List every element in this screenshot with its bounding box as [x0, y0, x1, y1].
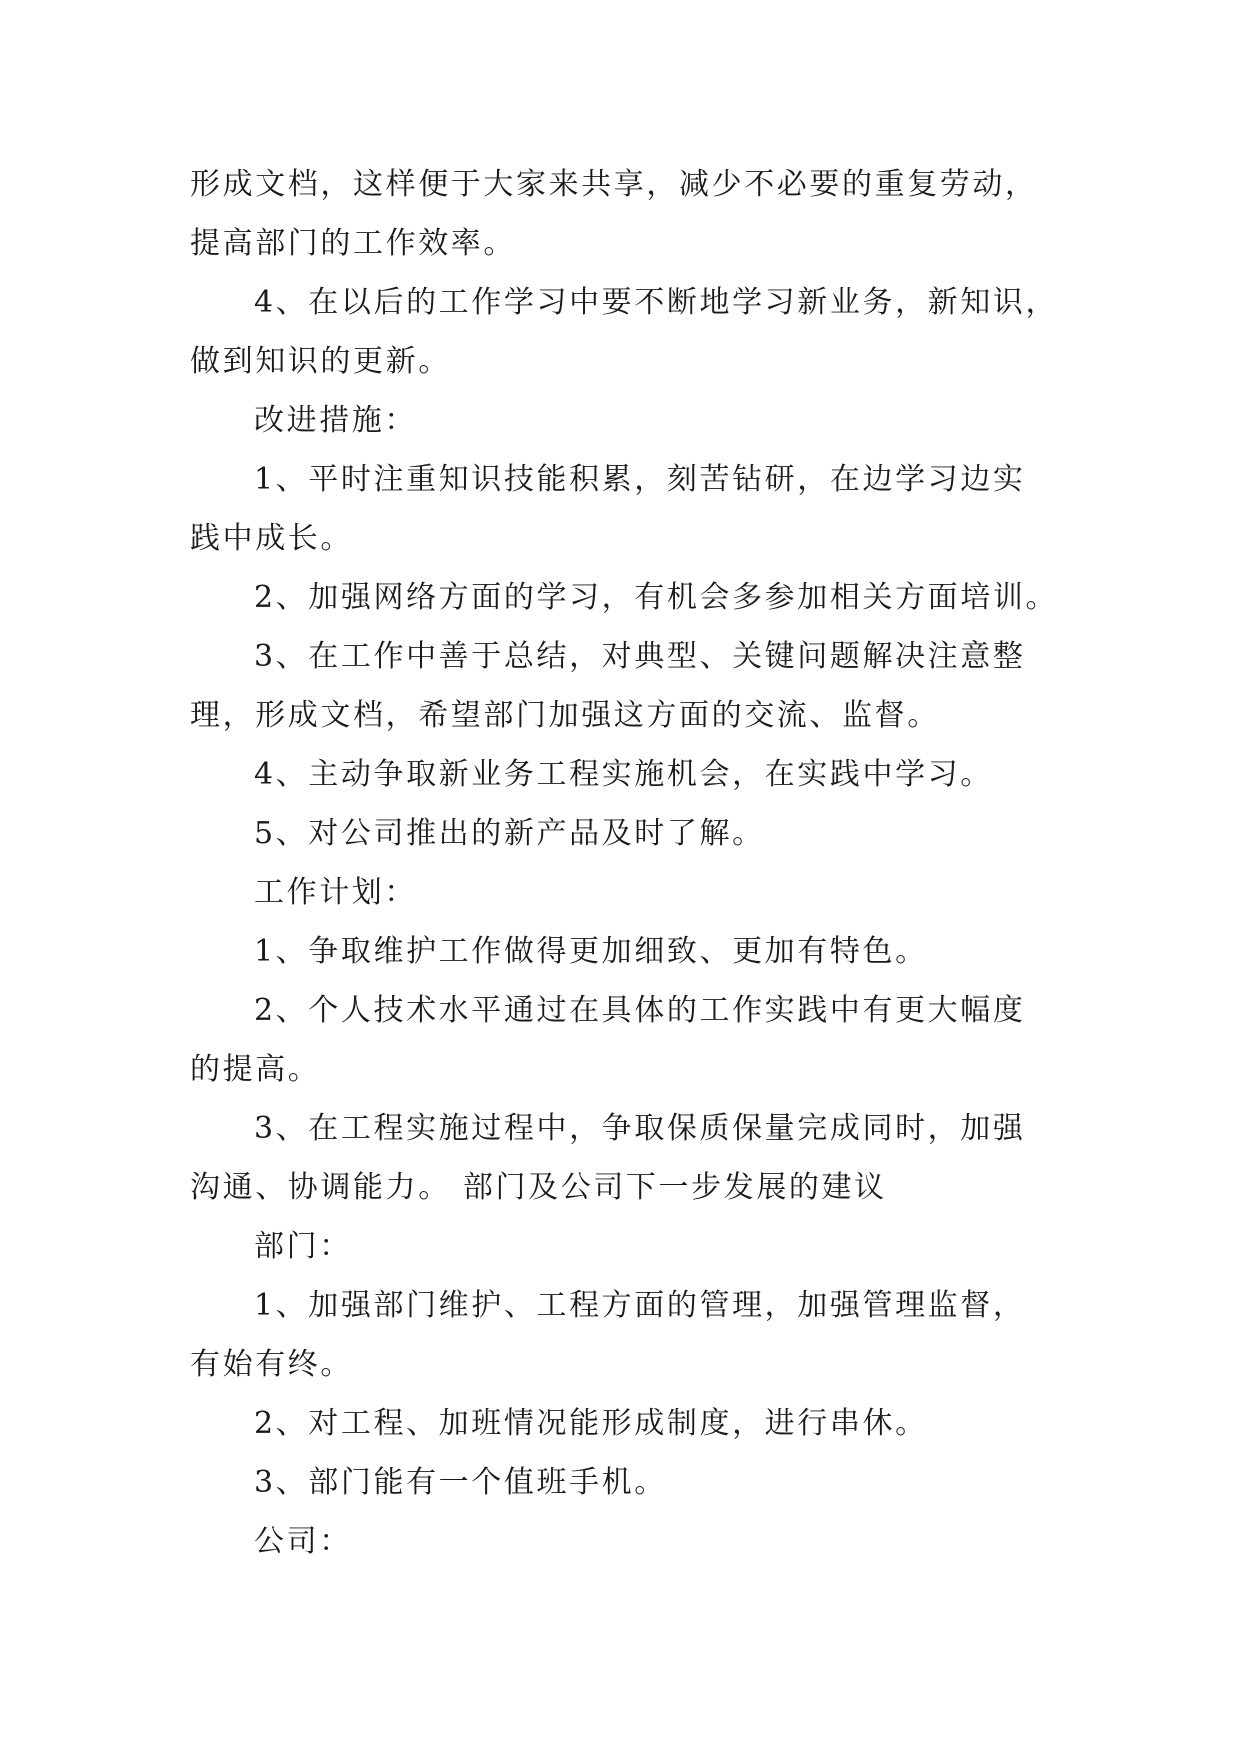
text-line: 2、个人技术水平通过在具体的工作实践中有更大幅度: [254, 993, 1026, 1028]
section-heading: 工作计划：: [254, 875, 417, 910]
text-line: 做到知识的更新。: [190, 344, 451, 379]
text-line: 5、对公司推出的新产品及时了解。: [254, 816, 765, 851]
text-line: 1、平时注重知识技能积累，刻苦钻研，在边学习边实: [254, 462, 1026, 497]
text-line: 理，形成文档，希望部门加强这方面的交流、监督。: [190, 698, 940, 733]
text-line: 的提高。: [190, 1052, 321, 1087]
text-line: 有始有终。: [190, 1347, 353, 1382]
text-line: 沟通、协调能力。 部门及公司下一步发展的建议: [190, 1170, 887, 1205]
text-line: 提高部门的工作效率。: [190, 226, 516, 261]
text-line: 1、争取维护工作做得更加细致、更加有特色。: [254, 934, 928, 969]
text-line: 形成文档，这样便于大家来共享，减少不必要的重复劳动，: [190, 167, 1038, 202]
text-line: 4、主动争取新业务工程实施机会，在实践中学习。: [254, 757, 993, 792]
section-heading: 部门：: [254, 1229, 352, 1264]
text-line: 3、在工作中善于总结，对典型、关键问题解决注意整: [254, 639, 1026, 674]
document-body: [190, 155, 1070, 1571]
text-line: 2、对工程、加班情况能形成制度，进行串休。: [254, 1406, 928, 1441]
text-line: 践中成长。: [190, 521, 353, 556]
text-line: 4、在以后的工作学习中要不断地学习新业务，新知识，: [254, 285, 1059, 320]
text-line: 3、在工程实施过程中，争取保质保量完成同时，加强: [254, 1111, 1026, 1146]
section-heading: 改进措施：: [254, 403, 417, 438]
text-line: 3、部门能有一个值班手机。: [254, 1465, 667, 1500]
text-line: 2、加强网络方面的学习，有机会多参加相关方面培训。: [254, 580, 1059, 615]
text-line: 1、加强部门维护、工程方面的管理，加强管理监督，: [254, 1288, 1026, 1323]
section-heading: 公司：: [254, 1524, 352, 1559]
